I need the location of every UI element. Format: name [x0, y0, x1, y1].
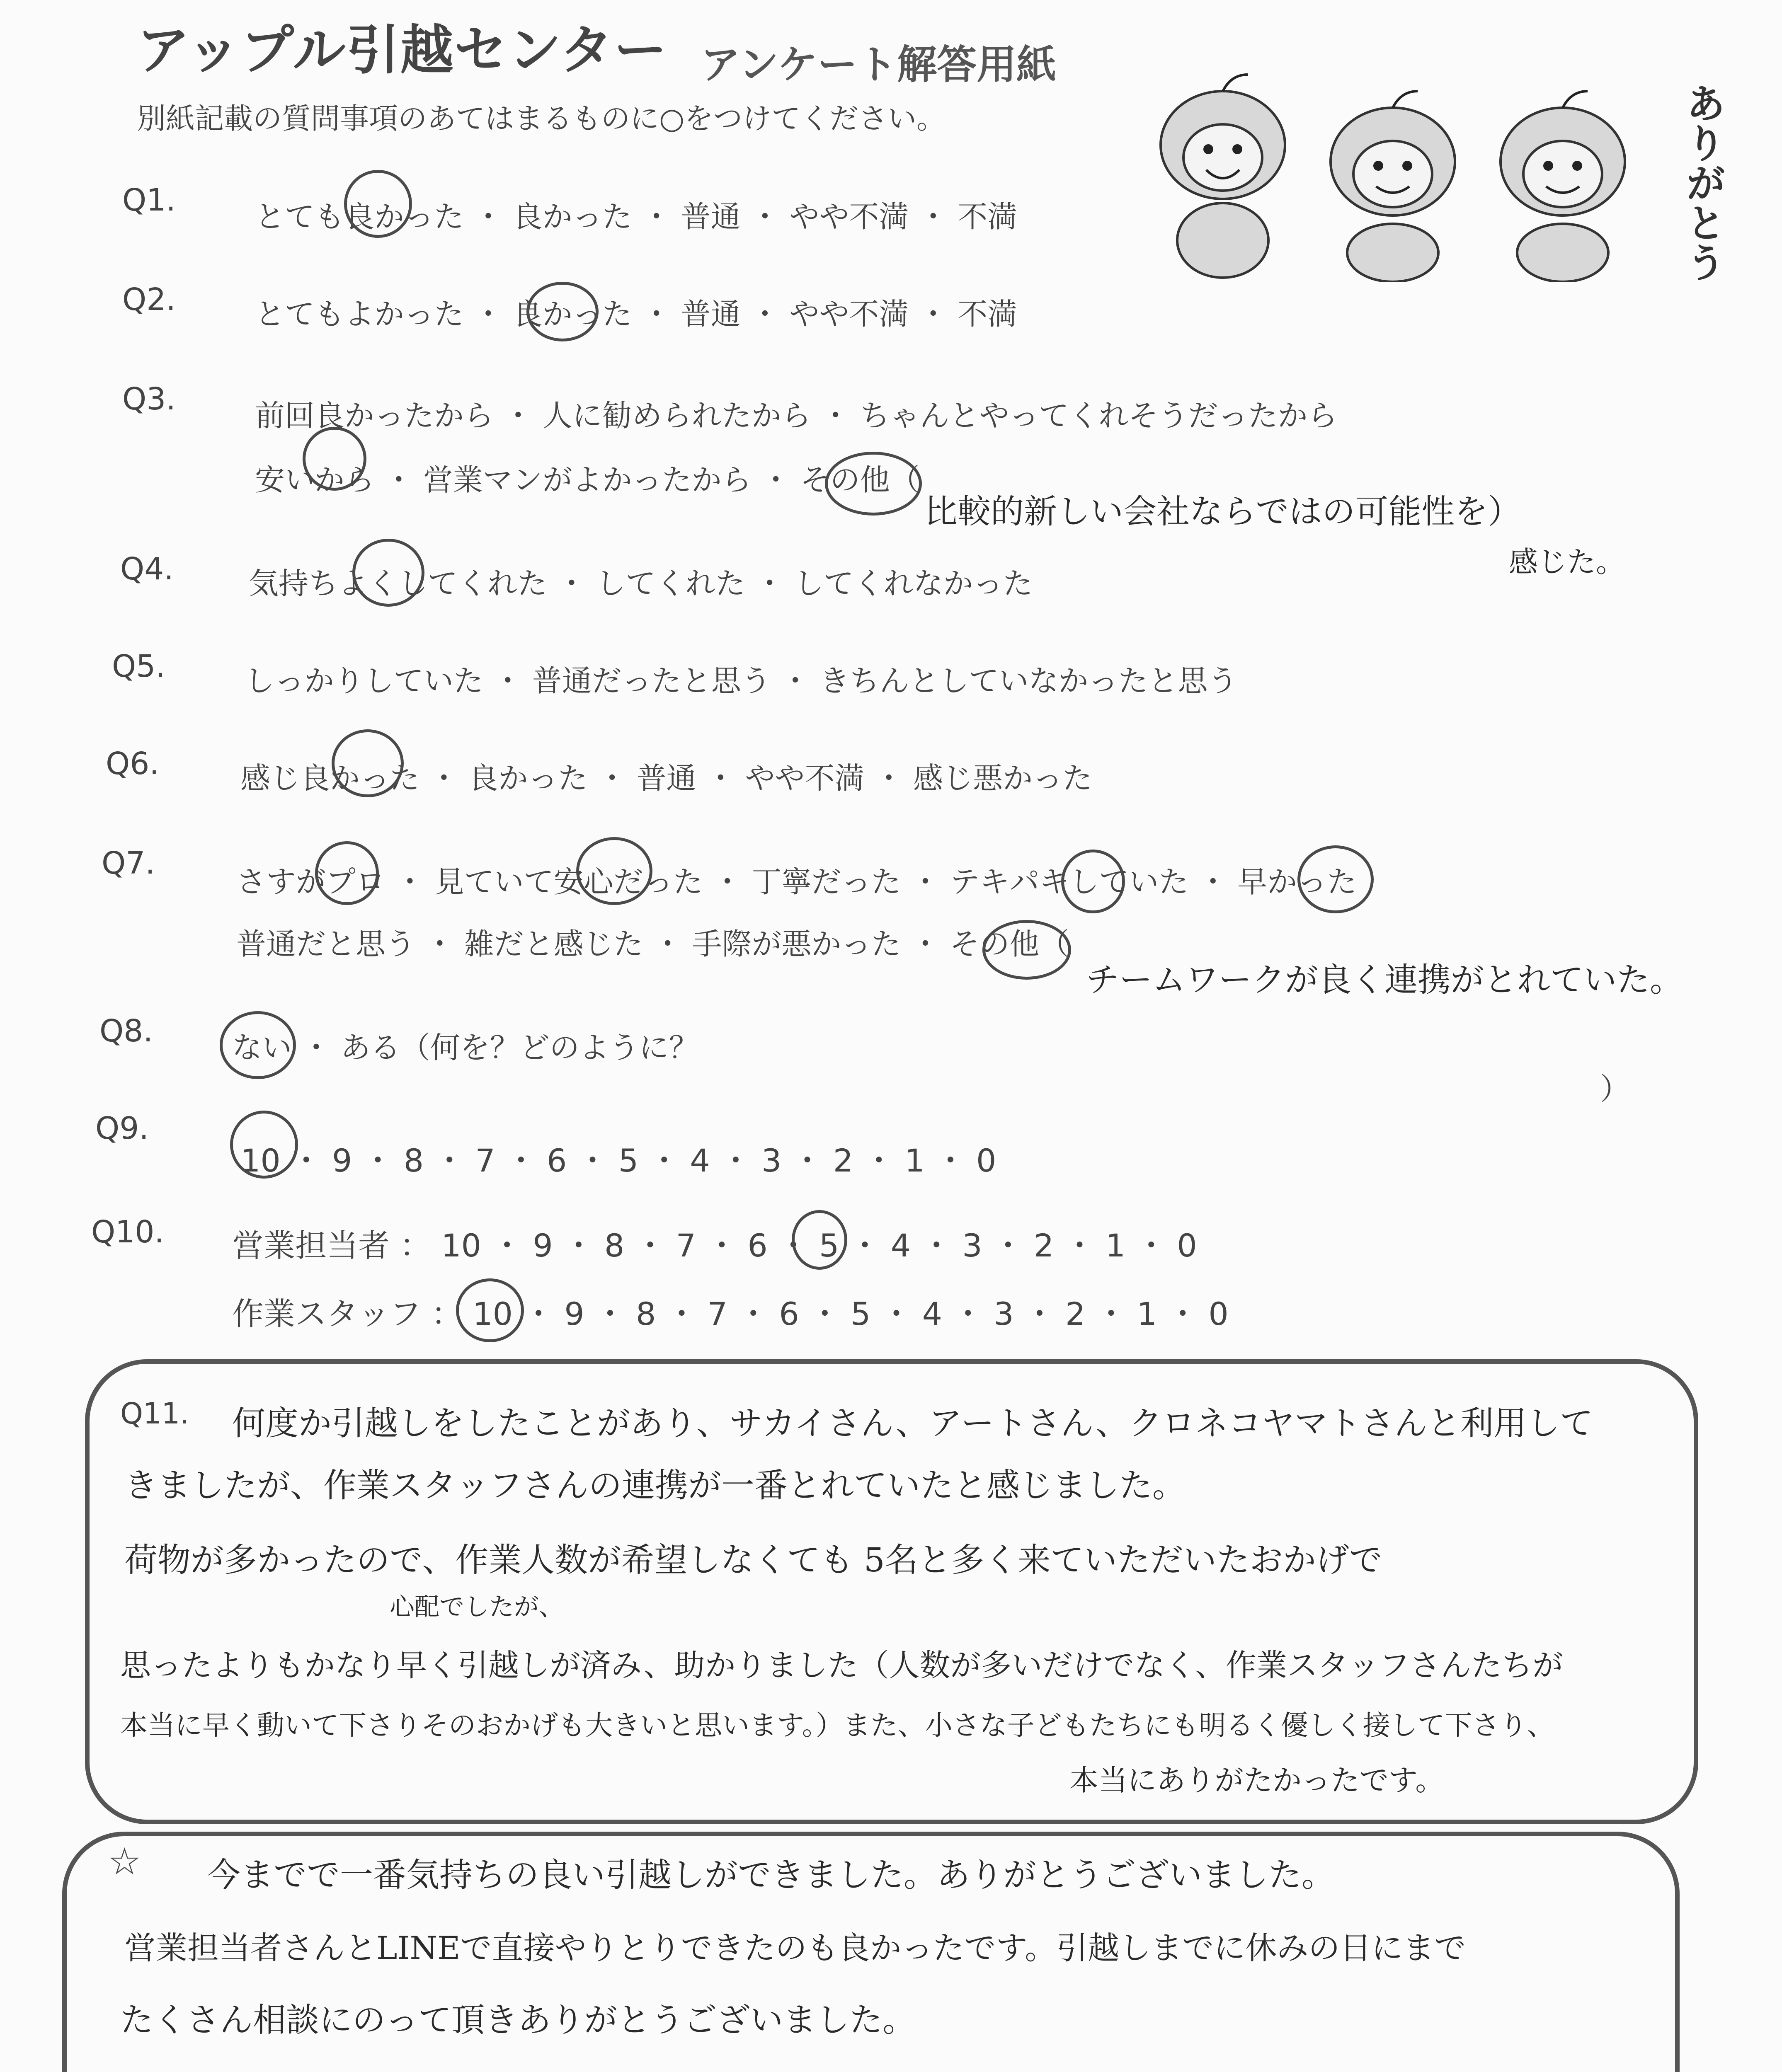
q10-staff-selection-circle	[456, 1278, 524, 1342]
q4-selection-circle	[352, 539, 424, 607]
q11-line-1: 何度か引越しをしたことがあり、サカイさん、アートさん、クロネコヤマトさんと利用して	[232, 1404, 1593, 1443]
q6-label: Q6.	[106, 746, 159, 782]
q3-other-handwritten-2: 感じた。	[1509, 545, 1625, 579]
q8-options: ない ・ ある（何を？どのように？	[232, 1030, 699, 1065]
q6-options: 感じ良かった ・ 良かった ・ 普通 ・ やや不満 ・ 感じ悪かった	[240, 761, 1093, 796]
q7-selection-circle-safe	[576, 837, 652, 905]
q1-label: Q1.	[122, 182, 176, 218]
q5-label: Q5.	[112, 649, 165, 684]
q3-selection-circle-other	[825, 452, 922, 516]
q3-options-line1: 前回良かったから ・ 人に勧められたから ・ ちゃんとやってくれそうだったから	[255, 398, 1338, 433]
q3-other-handwritten: 比較的新しい会社ならではの可能性を）	[924, 492, 1521, 531]
q3-options-line2: 安いから ・ 営業マンがよかったから ・ その他（	[255, 462, 920, 497]
q11-line-3: 荷物が多かったので、作業人数が希望しなくても 5名と多く来ていただいたおかげで	[124, 1541, 1382, 1579]
thanks-text: ありがとう	[1680, 83, 1726, 282]
q11-label: Q11.	[120, 1397, 189, 1431]
form-instruction: 別紙記載の質問事項のあてはまるものに○をつけてください。	[137, 102, 946, 136]
q11-line-3-insert: 心配でしたが、	[390, 1593, 564, 1622]
q9-label: Q9.	[95, 1111, 149, 1146]
q3-label: Q3.	[122, 381, 176, 417]
q7-options-line2: 普通だと思う ・ 雑だと感じた ・ 手際が悪かった ・ その他（	[236, 927, 1069, 961]
q1-options: とても良かった ・ 良かった ・ 普通 ・ やや不満 ・ 不満	[255, 199, 1018, 234]
q9-scale: 10 ・ 9 ・ 8 ・ 7 ・ 6 ・ 5 ・ 4 ・ 3 ・ 2 ・ 1 ・ 0	[240, 1142, 996, 1179]
q2-options: とてもよかった ・ 良かった ・ 普通 ・ やや不満 ・ 不満	[255, 297, 1018, 332]
q8-close-paren: ）	[1600, 1072, 1630, 1106]
q8-label: Q8.	[99, 1013, 153, 1049]
q6-selection-circle	[332, 729, 404, 797]
q4-label: Q4.	[120, 551, 174, 587]
form-subtitle: アンケート解答用紙	[701, 41, 1057, 88]
q11-line-5: 本当に早く動いて下さりそのおかげも大きいと思います。）また、小さな子どもたちにも明るく優しく接して下さり、	[120, 1709, 1554, 1741]
q1-selection-circle	[344, 170, 412, 238]
q4-options: 気持ちよくしてくれた ・ してくれた ・ してくれなかった	[249, 566, 1033, 601]
q7-label: Q7.	[102, 845, 155, 881]
q7-selection-circle-other	[982, 920, 1071, 980]
q3-selection-circle-cheap	[303, 427, 366, 491]
star-icon: ☆	[108, 1840, 141, 1883]
q11-line-4: 思ったよりもかなり早く引越しが済み、助かりました（人数が多いだけでなく、作業スタッフさんたちが	[120, 1648, 1563, 1683]
q11-line-2: きましたが、作業スタッフさんの連携が一番とれていたと感じました。	[124, 1466, 1186, 1505]
q7-options-line1: さすがプロ ・ 見ていて安心だった ・ 丁寧だった ・ テキパキしていた ・ 早かった	[236, 864, 1357, 899]
star-line-2: 営業担当者さんとLINEで直接やりとりできたのも良かったです。引越しまでに休みの日にまで	[124, 1929, 1466, 1966]
form-title: アップル引越センター	[137, 19, 668, 81]
q10-staff-scale: 作業スタッフ ： 10 ・ 9 ・ 8 ・ 7 ・ 6 ・ 5 ・ 4 ・ 3 ・ 2 ・ 1 ・ 0	[232, 1295, 1229, 1332]
q10-sales-scale: 営業担当者 ： 10 ・ 9 ・ 8 ・ 7 ・ 6 ・ 5 ・ 4 ・ 3 ・ 2 ・ 1 ・ 0	[232, 1227, 1197, 1264]
monkey-mascot-icon	[1152, 66, 1650, 282]
q7-other-handwritten: チームワークが良く連携がとれていた。	[1086, 961, 1683, 999]
q8-selection-circle	[220, 1011, 296, 1079]
q10-sales-selection-circle	[792, 1210, 847, 1270]
q9-selection-circle	[230, 1111, 298, 1179]
star-line-1: 今までで一番気持ちの良い引越しができました。ありがとうございました。	[207, 1856, 1335, 1894]
q7-selection-circle-fast	[1297, 845, 1374, 913]
q2-label: Q2.	[122, 282, 176, 317]
q11-line-6: 本当にありがたかったです。	[1069, 1763, 1445, 1797]
q10-label: Q10.	[91, 1214, 164, 1250]
q7-selection-circle-tekipaki	[1061, 850, 1125, 913]
q2-selection-circle	[526, 282, 599, 341]
star-line-3: たくさん相談にのって頂きありがとうございました。	[120, 2001, 916, 2039]
q7-selection-circle-pro	[315, 841, 379, 905]
q5-options: しっかりしていた ・ 普通だったと思う ・ きちんとしていなかったと思う	[245, 663, 1238, 698]
